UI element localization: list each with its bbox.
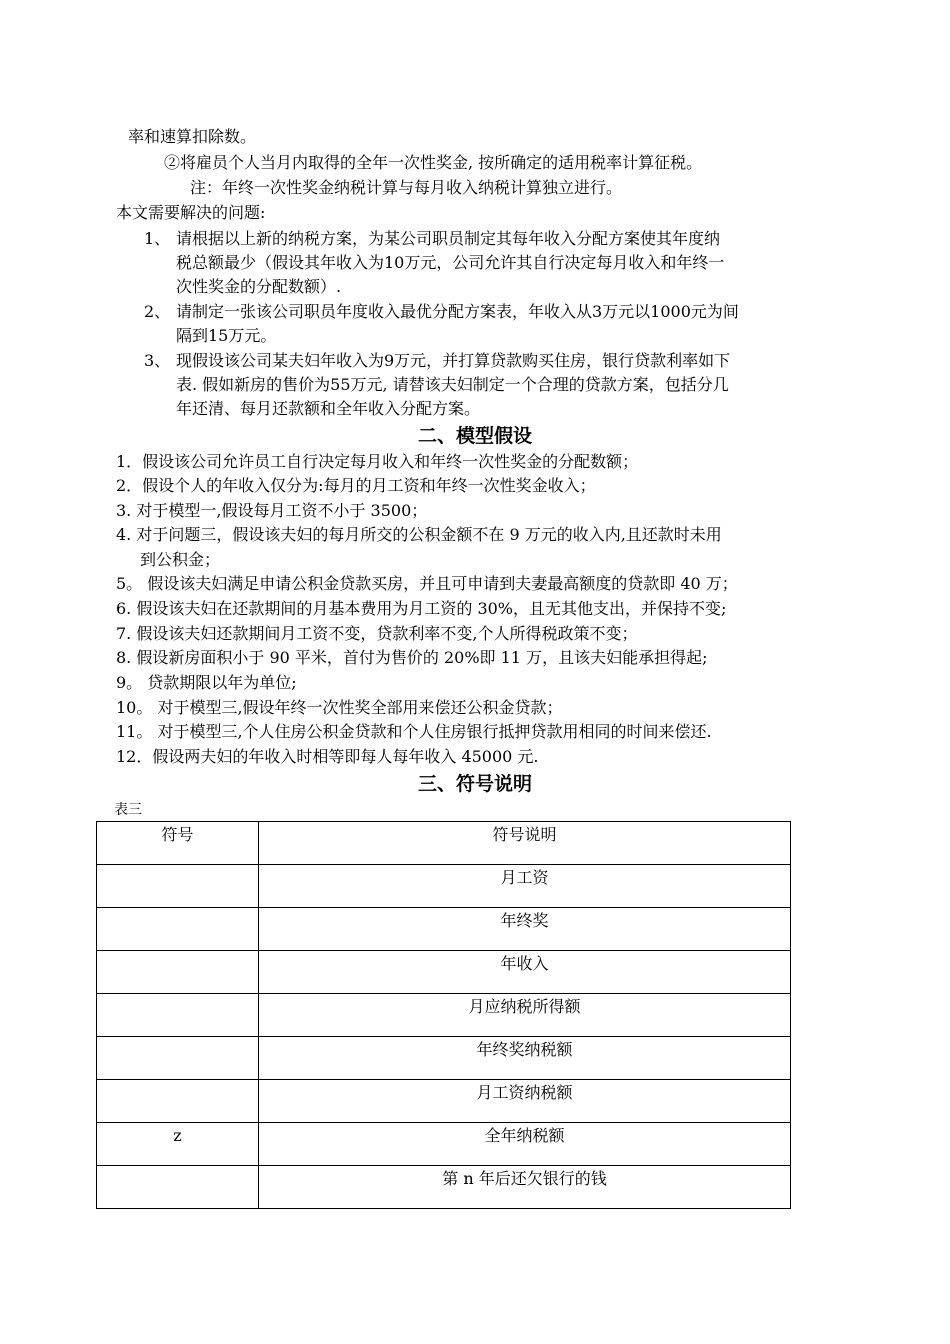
description-cell: 第 n 年后还欠银行的钱 <box>259 1166 791 1209</box>
assumption-9: 9。 贷款期限以年为单位; <box>116 673 297 692</box>
problem-3-number: 3、 <box>144 351 171 370</box>
description-cell: 月工资 <box>259 865 791 908</box>
assumption-11: 11。 对于模型三,个人住房公积金贷款和个人住房银行抵押贷款用相同的时间来偿还. <box>116 722 712 741</box>
table-row <box>97 1123 791 1166</box>
symbol-cell <box>97 1037 259 1080</box>
header-symbol: 符号 <box>97 822 259 865</box>
problem-2-number: 2、 <box>144 302 171 321</box>
problem-3-line-1: 现假设该公司某夫妇年收入为9万元，并打算贷款购买住房，银行贷款利率如下 <box>176 351 731 370</box>
problem-3-line-3: 年还清、每月还款额和全年收入分配方案。 <box>176 399 481 418</box>
assumption-4: 4. 对于问题三，假设该夫妇的每月所交的公积金额不在 9 万元的收入内,且还款时未用 <box>116 525 722 544</box>
assumption-6: 6. 假设该夫妇在还款期间的月基本费用为月工资的 30%，且无其他支出，并保持不变; <box>116 599 727 618</box>
symbol-cell: z <box>97 1123 259 1166</box>
section-2-heading: 二、模型假设 <box>417 425 532 447</box>
problems-title: 本文需要解决的问题: <box>116 203 266 222</box>
assumption-3: 3. 对于模型一,假设每月工资不小于 3500； <box>116 501 428 520</box>
problem-2-line-1: 请制定一张该公司职员年度收入最优分配方案表，年收入从3万元以1000元为间 <box>176 302 739 321</box>
symbol-cell <box>97 908 259 951</box>
problem-1-number: 1、 <box>144 229 171 248</box>
description-cell: 月工资纳税额 <box>259 1080 791 1123</box>
symbol-cell <box>97 951 259 994</box>
assumption-12: 12．假设两夫妇的年收入时相等即每人每年收入 45000 元. <box>116 747 539 766</box>
intro-line-2: ②将雇员个人当月内取得的全年一次性奖金, 按所确定的适用税率计算征税。 <box>164 153 703 172</box>
assumption-4-continued: 到公积金； <box>140 550 221 569</box>
intro-line-1: 率和速算扣除数。 <box>128 127 257 146</box>
table-row <box>97 1080 791 1123</box>
symbol-cell <box>97 1080 259 1123</box>
assumption-8: 8. 假设新房面积小于 90 平米，首付为售价的 20%即 11 万，且该夫妇能承担得起; <box>116 648 708 667</box>
assumption-10: 10。 对于模型三,假设年终一次性奖全部用来偿还公积金贷款； <box>116 698 563 717</box>
description-cell: 月应纳税所得额 <box>259 994 791 1037</box>
problem-1-line-2: 税总额最少（假设其年收入为10万元，公司允许其自行决定每月收入和年终一 <box>176 253 725 272</box>
table-row <box>97 1037 791 1080</box>
description-cell: 全年纳税额 <box>259 1123 791 1166</box>
header-description: 符号说明 <box>259 822 791 865</box>
assumption-7: 7. 假设该夫妇还款期间月工资不变，贷款利率不变,个人所得税政策不变； <box>116 624 638 643</box>
problem-3-line-2: 表. 假如新房的售价为55万元, 请替该夫妇制定一个合理的贷款方案，包括分几 <box>176 375 729 394</box>
description-cell: 年终奖纳税额 <box>259 1037 791 1080</box>
description-cell: 年收入 <box>259 951 791 994</box>
assumption-1: 1．假设该公司允许员工自行决定每月收入和年终一次性奖金的分配数额； <box>116 452 639 471</box>
assumption-5: 5。 假设该夫妇满足申请公积金贷款买房，并且可申请到夫妻最高额度的贷款即 40 万； <box>116 574 738 593</box>
intro-note: 注：年终一次性奖金纳税计算与每月收入纳税计算独立进行。 <box>190 178 623 197</box>
table-row <box>97 1166 791 1209</box>
symbol-cell <box>97 865 259 908</box>
section-3-heading: 三、符号说明 <box>417 773 532 795</box>
problem-1-line-1: 请根据以上新的纳税方案，为某公司职员制定其每年收入分配方案使其年度纳 <box>176 229 721 248</box>
table-row <box>97 908 791 951</box>
table-header-row <box>97 822 791 865</box>
problem-2-line-2: 隔到15万元。 <box>176 326 277 345</box>
symbol-cell <box>97 994 259 1037</box>
table-row <box>97 994 791 1037</box>
table-row <box>97 951 791 994</box>
description-cell: 年终奖 <box>259 908 791 951</box>
symbol-table <box>96 821 791 1209</box>
assumption-2: 2．假设个人的年收入仅分为:每月的月工资和年终一次性奖金收入； <box>116 476 596 495</box>
symbol-cell <box>97 1166 259 1209</box>
table-caption: 表三 <box>114 802 142 818</box>
table-row <box>97 865 791 908</box>
problem-1-line-3: 次性奖金的分配数额）. <box>176 277 342 296</box>
